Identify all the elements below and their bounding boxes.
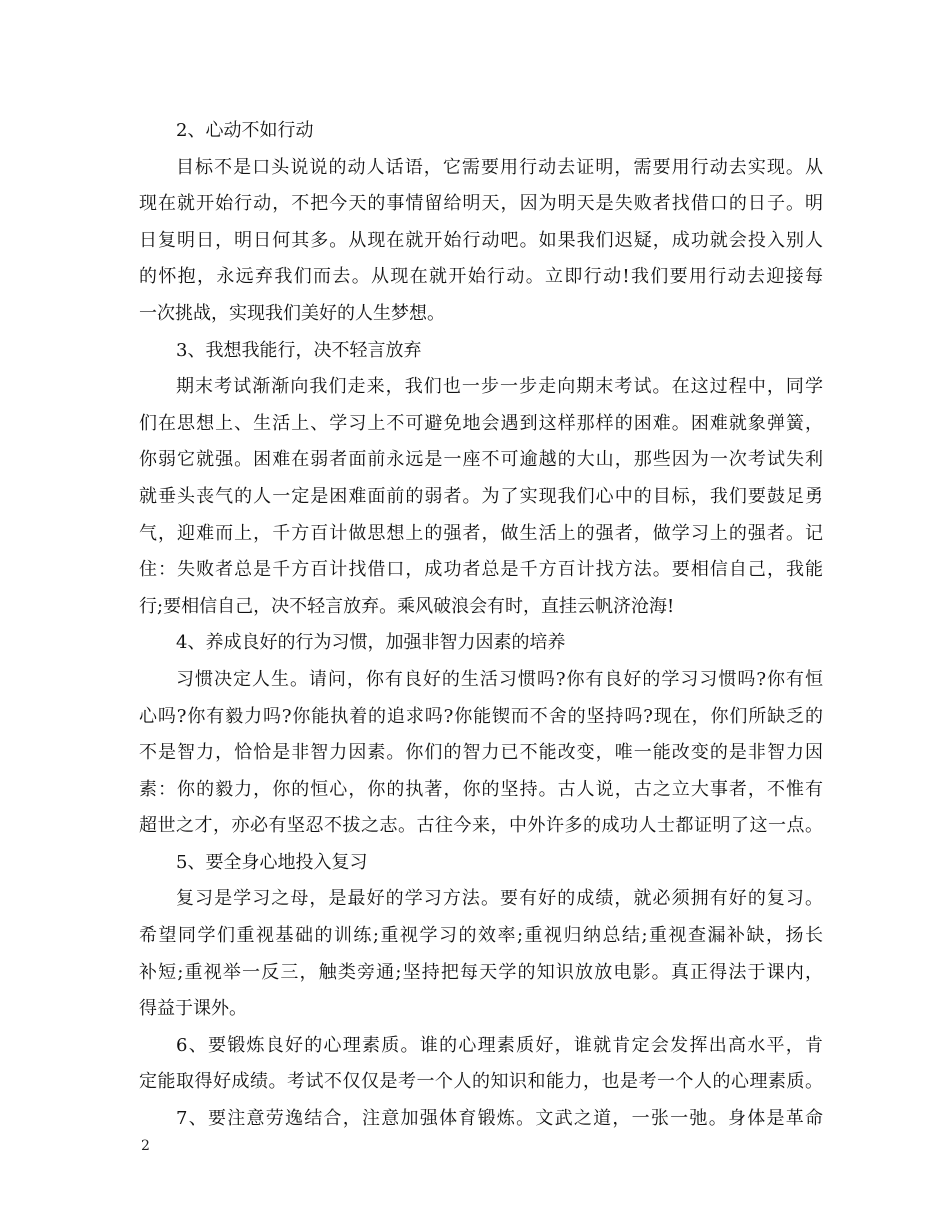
text-line: 得益于课外。	[139, 998, 247, 1020]
text-line: 你弱它就强。困难在弱者面前永远是一座不可逾越的大山，那些因为一次考试失利	[139, 449, 823, 471]
text-line: 5、要全身心地投入复习	[176, 851, 368, 873]
text-line: 现在就开始行动，不把今天的事情留给明天，因为明天是失败者找借口的日子。明	[139, 193, 823, 215]
text-line: 超世之才，亦必有坚忍不拔之志。古往今来，中外许多的成功人士都证明了这一点。	[139, 815, 823, 837]
text-line: 们在思想上、生活上、学习上不可避免地会遇到这样那样的困难。困难就象弹簧，	[139, 412, 823, 434]
text-line: 素：你的毅力，你的恒心，你的执著，你的坚持。古人说，古之立大事者，不惟有	[139, 778, 823, 800]
text-line: 3、我想我能行，决不轻言放弃	[176, 339, 422, 361]
text-line: 期末考试渐渐向我们走来，我们也一步一步走向期末考试。在这过程中，同学	[176, 376, 823, 398]
text-line: 行;要相信自己，决不轻言放弃。乘风破浪会有时，直挂云帆济沧海!	[139, 595, 675, 617]
text-line: 不是智力，恰恰是非智力因素。你们的智力已不能改变，唯一能改变的是非智力因	[139, 742, 823, 764]
text-line: 的怀抱，永远弃我们而去。从现在就开始行动。立即行动!我们要用行动去迎接每	[139, 266, 823, 288]
text-line: 补短;重视举一反三，触类旁通;坚持把每天学的知识放放电影。真正得法于课内，	[139, 961, 823, 983]
text-line: 就垂头丧气的人一定是困难面前的弱者。为了实现我们心中的目标，我们要鼓足勇	[139, 485, 823, 507]
text-line: 住：失败者总是千方百计找借口，成功者总是千方百计找方法。要相信自己，我能	[139, 559, 823, 581]
text-line: 目标不是口头说说的动人话语，它需要用行动去证明，需要用行动去实现。从	[176, 156, 823, 178]
text-line: 复习是学习之母，是最好的学习方法。要有好的成绩，就必须拥有好的复习。	[176, 888, 823, 910]
text-line: 4、养成良好的行为习惯，加强非智力因素的培养	[176, 632, 566, 654]
text-line: 心吗?你有毅力吗?你能执着的追求吗?你能锲而不舍的坚持吗?现在，你们所缺乏的	[139, 705, 823, 727]
text-line: 日复明日，明日何其多。从现在就开始行动吧。如果我们迟疑，成功就会投入别人	[139, 229, 823, 251]
text-line: 一次挑战，实现我们美好的人生梦想。	[139, 302, 445, 324]
page-number: 2	[141, 1138, 150, 1154]
text-line: 7、要注意劳逸结合，注意加强体育锻炼。文武之道，一张一弛。身体是革命	[176, 1108, 823, 1130]
text-line: 希望同学们重视基础的训练;重视学习的效率;重视归纳总结;重视查漏补缺，扬长	[139, 925, 823, 947]
text-line: 定能取得好成绩。考试不仅仅是考一个人的知识和能力，也是考一个人的心理素质。	[139, 1071, 823, 1093]
text-line: 气，迎难而上，千方百计做思想上的强者，做生活上的强者，做学习上的强者。记	[139, 522, 823, 544]
text-line: 2、心动不如行动	[176, 120, 314, 141]
text-line: 习惯决定人生。请问，你有良好的生活习惯吗?你有良好的学习习惯吗?你有恒	[176, 668, 823, 690]
text-line: 6、要锻炼良好的心理素质。谁的心理素质好，谁就肯定会发挥出高水平，肯	[176, 1034, 823, 1056]
document-body	[139, 113, 823, 1138]
